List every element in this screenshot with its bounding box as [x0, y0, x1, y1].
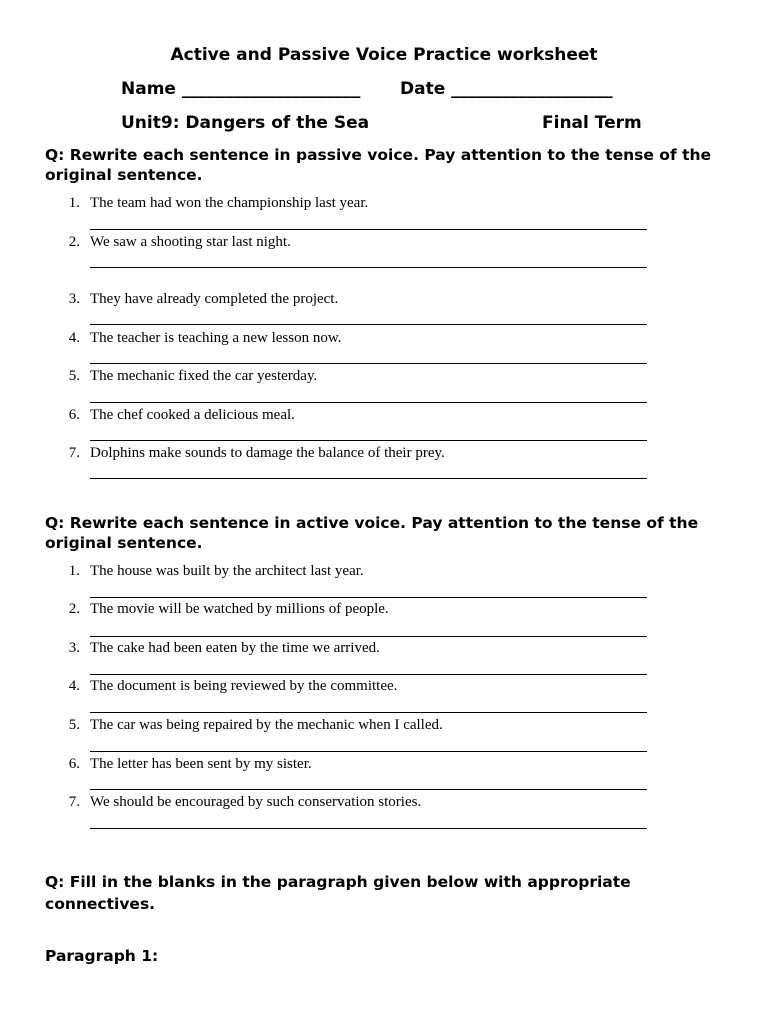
item-number: 7.	[68, 794, 80, 810]
item-sentence: The document is being reviewed by the committee.	[90, 678, 398, 694]
item-sentence: Dolphins make sounds to damage the balance of their prey.	[90, 445, 445, 461]
date-field: Date ___________________	[400, 79, 613, 99]
item-sentence: The chef cooked a delicious meal.	[90, 407, 295, 423]
item-sentence: The team had won the championship last year.	[90, 195, 369, 211]
item-number: 3.	[68, 640, 80, 656]
term-label: Final Term	[542, 113, 642, 133]
question-connectives: Q: Fill in the blanks in the paragraph given below with appropriate connectives.	[45, 873, 631, 913]
answer-line[interactable]	[90, 674, 647, 675]
answer-line[interactable]	[90, 324, 647, 325]
item-number: 2.	[68, 601, 80, 617]
answer-line[interactable]	[90, 828, 647, 829]
item-number: 4.	[68, 330, 80, 346]
answer-line[interactable]	[90, 363, 647, 364]
item-sentence: The mechanic fixed the car yesterday.	[90, 368, 318, 384]
answer-line[interactable]	[90, 440, 647, 441]
answer-line[interactable]	[90, 636, 647, 637]
item-number: 2.	[68, 234, 80, 250]
item-number: 1.	[68, 195, 80, 211]
item-number: 6.	[68, 407, 80, 423]
answer-line[interactable]	[90, 402, 647, 403]
worksheet-title: Active and Passive Voice Practice worksheet	[170, 45, 598, 65]
item-sentence: The cake had been eaten by the time we arrived.	[90, 640, 380, 656]
answer-line[interactable]	[90, 789, 647, 790]
answer-line[interactable]	[90, 751, 647, 752]
item-sentence: We should be encouraged by such conservation stories.	[90, 794, 422, 810]
item-sentence: The letter has been sent by my sister.	[90, 756, 312, 772]
item-number: 7.	[68, 445, 80, 461]
item-number: 1.	[68, 563, 80, 579]
paragraph-label: Paragraph 1:	[45, 947, 159, 965]
item-sentence: They have already completed the project.	[90, 291, 339, 307]
question-active-voice: Q: Rewrite each sentence in active voice. Pay attention to the tense of the original sentence.	[45, 514, 699, 552]
name-field: Name _____________________	[121, 79, 361, 99]
item-number: 3.	[68, 291, 80, 307]
item-number: 5.	[68, 717, 80, 733]
question-passive-voice: Q: Rewrite each sentence in passive voice. Pay attention to the tense of the original sentence.	[45, 146, 712, 184]
item-sentence: We saw a shooting star last night.	[90, 234, 291, 250]
unit-title: Unit9: Dangers of the Sea	[121, 113, 370, 133]
answer-line[interactable]	[90, 597, 647, 598]
item-sentence: The car was being repaired by the mechanic when I called.	[90, 717, 443, 733]
item-sentence: The house was built by the architect last year.	[90, 563, 364, 579]
item-number: 4.	[68, 678, 80, 694]
answer-line[interactable]	[90, 229, 647, 230]
item-number: 6.	[68, 756, 80, 772]
item-number: 5.	[68, 368, 80, 384]
item-sentence: The teacher is teaching a new lesson now.	[90, 330, 342, 346]
answer-line[interactable]	[90, 478, 647, 479]
item-sentence: The movie will be watched by millions of people.	[90, 601, 389, 617]
answer-line[interactable]	[90, 267, 647, 268]
answer-line[interactable]	[90, 712, 647, 713]
